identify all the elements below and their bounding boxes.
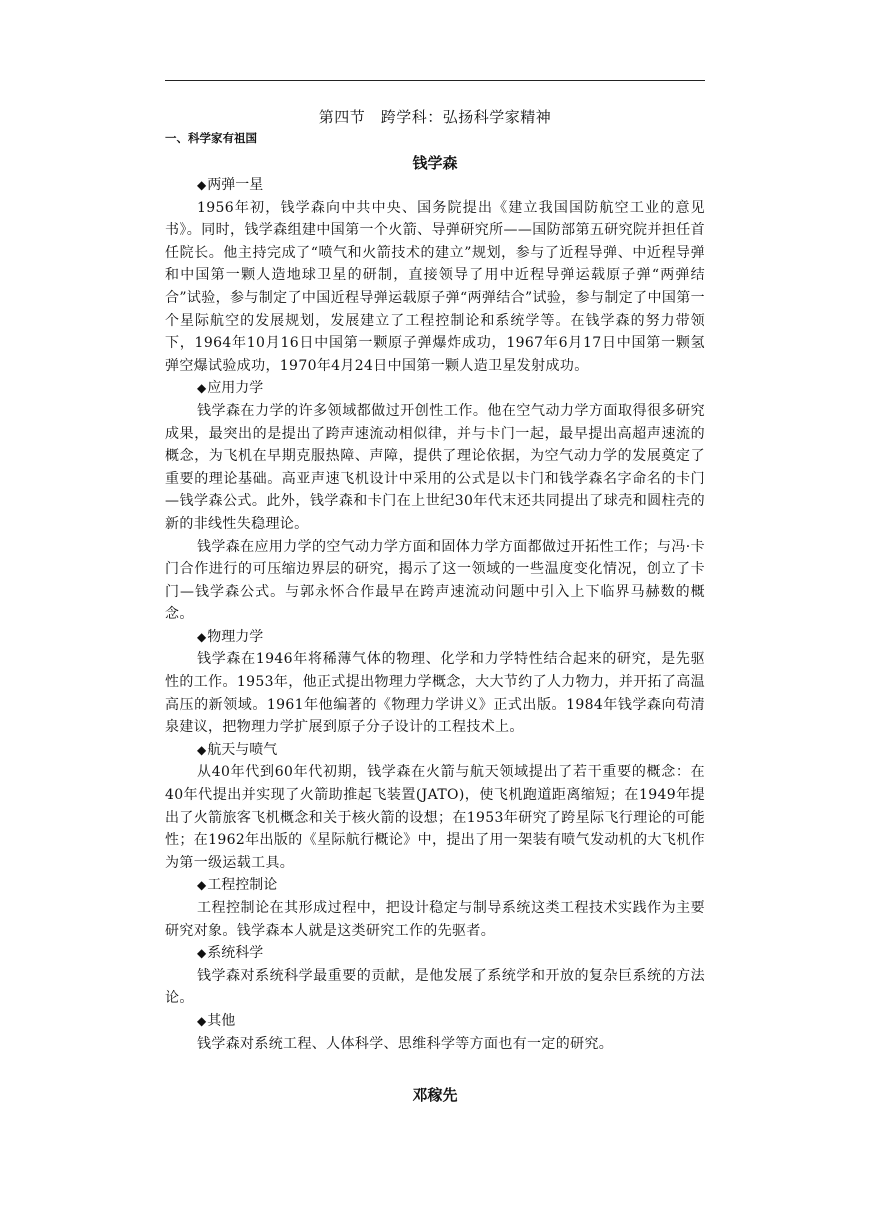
diamond-bullet-icon: ◆ <box>197 742 207 757</box>
subsection-heading <box>165 942 705 965</box>
subsection-heading-text: 航天与喷气 <box>207 741 278 758</box>
subsection-heading <box>165 1010 705 1033</box>
header-rule <box>165 80 705 81</box>
paragraph: 钱学森在1946年将稀薄气体的物理、化学和力学特性结合起来的研究，是先驱性的工作。1953年，他正式提出物理力学概念，大大节约了人力物力，并开拓了高温高压的新领域。1961年他编著的《物理力学讲义》正式出版。1984年钱学森向苟清泉建议，把物理力学扩展到原子分子设计的工程技术上。 <box>165 651 705 736</box>
subsection-heading <box>165 377 705 400</box>
diamond-bullet-icon: ◆ <box>197 878 207 893</box>
diamond-bullet-icon: ◆ <box>197 381 207 396</box>
subsection-heading <box>165 739 705 762</box>
paragraph: 工程控制论在其形成过程中，把设计稳定与制导系统这类工程技术实践作为主要研究对象。钱学森本人就是这类研究工作的先驱者。 <box>165 900 705 939</box>
subsection-heading-text: 应用力学 <box>207 380 264 397</box>
diamond-bullet-icon: ◆ <box>197 946 207 961</box>
subsection-heading-text: 两弹一星 <box>207 177 264 193</box>
diamond-bullet-icon: ◆ <box>197 629 207 644</box>
subsection-heading-text: 其他 <box>207 1012 236 1029</box>
subsection-heading <box>165 174 705 197</box>
subsection-heading <box>165 626 705 649</box>
section-title: 第四节 跨学科：弘扬科学家精神 <box>318 108 552 126</box>
paragraph: 钱学森对系统工程、人体科学、思维科学等方面也有一定的研究。 <box>197 1035 614 1052</box>
paragraph: 钱学森对系统科学最重要的贡献，是他发展了系统学和开放的复杂巨系统的方法论。 <box>165 967 705 1007</box>
subsection-heading <box>165 874 705 897</box>
diamond-bullet-icon: ◆ <box>197 1013 207 1028</box>
subsection-heading-text: 物理力学 <box>207 628 264 645</box>
part-heading: 一、科学家有祖国 <box>165 131 257 145</box>
subsection-heading-text: 工程控制论 <box>207 877 278 894</box>
paragraph: 钱学森在力学的许多领域都做过开创性工作。他在空气动力学方面取得很多研究成果，最突出的是提出了跨声速流动相似律，并与卡门一起，最早提出高超声速流的概念，为飞机在早期克服热障、声障，提供了理论依据，为空气动力学的发展奠定了重要的理论基础。高亚声速飞机设计中采用的公式是以卡门和钱学森名字命名的卡门—钱学森公式。此外，钱学森和卡门在上世纪30年代末还共同提出了球壳和圆柱壳的新的非线性失稳理论。 <box>165 402 705 532</box>
subsection-heading-text: 系统科学 <box>207 945 264 962</box>
paragraph: 从40年代到60年代初期，钱学森在火箭与航天领域提出了若干重要的概念：在40年代提出并实现了火箭助推起飞装置(JATO)，使飞机跑道距离缩短；在1949年提出了火箭旅客飞机概念和关于核火箭的设想；在1953年研究了跨星际飞行理论的可能性；在1962年出版的《星际航行概论》中，提出了用一架装有喷气发动机的大飞机作为第一级运载工具。 <box>165 764 705 871</box>
person-name-deng-jiaxian: 邓稼先 <box>412 1086 458 1104</box>
article-body <box>165 174 705 1055</box>
paragraph: 钱学森在应用力学的空气动力学方面和固体力学方面都做过开拓性工作；与冯·卡门合作进行的可压缩边界层的研究，揭示了这一领域的一些温度变化情况，创立了卡门—钱学森公式。与郭永怀合作最早在跨声速流动问题中引入上下临界马赫数的概念。 <box>165 538 705 623</box>
diamond-bullet-icon: ◆ <box>197 178 207 192</box>
person-name-qian-xuesen: 钱学森 <box>412 154 458 172</box>
paragraph: 1956年初，钱学森向中共中央、国务院提出《建立我国国防航空工业的意见书》。同时，钱学森组建中国第一个火箭、导弹研究所——国防部第五研究院并担任首任院长。他主持完成了“喷气和火箭技术的建立”规划，参与了近程导弹、中近程导弹和中国第一颗人造地球卫星的研制，直接领导了用中近程导弹运载原子弹“两弹结合”试验，参与制定了中国近程导弹运载原子弹“两弹结合”试验，参与制定了中国第一个星际航空的发展规划，发展建立了工程控制论和系统学等。在钱学森的努力带领下，1964年10月16日中国第一颗原子弹爆炸成功，1967年6月17日中国第一颗氢弹空爆试验成功，1970年4月24日中国第一颗人造卫星发射成功。 <box>165 199 705 374</box>
